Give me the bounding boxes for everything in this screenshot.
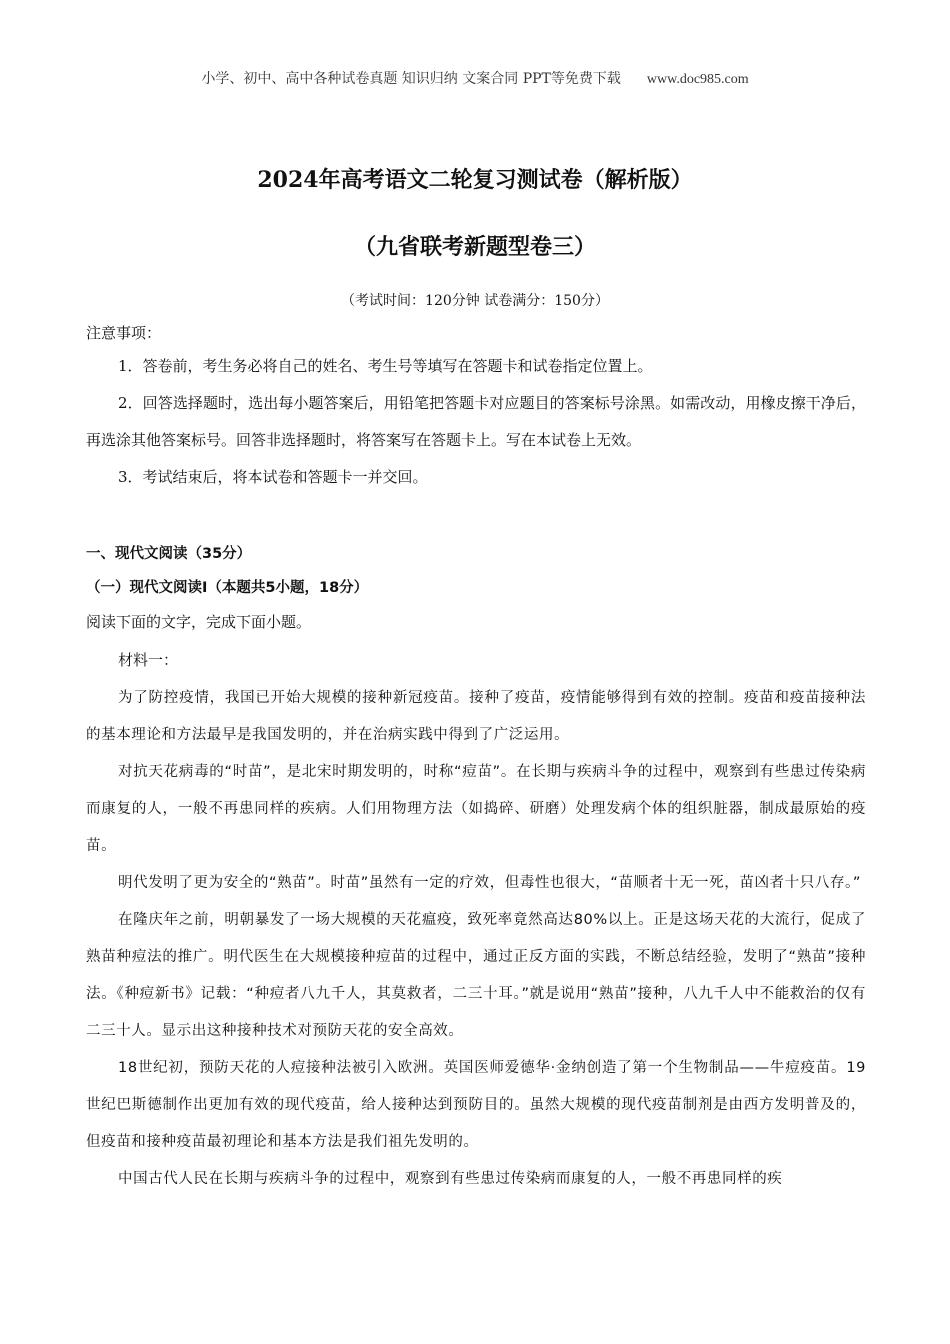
material-paragraph: 对抗天花病毒的“时苗”，是北宋时期发明的，时称“痘苗”。在长期与疾病斗争的过程中，观察到有些患过传染病而康复的人，一般不再患同样的疾病。人们用物理方法（如捣碎、研磨）处理发病个体的组织脏器，制成最原始的疫苗。 — [86, 764, 866, 854]
page-header — [0, 68, 950, 88]
spacer — [86, 496, 866, 537]
header-text: 小学、初中、高中各种试卷真题 知识归纳 文案合同 PPT等免费下载 — [201, 71, 621, 87]
material-paragraph: 中国古代人民在长期与疾病斗争的过程中，观察到有些患过传染病而康复的人，一般不再患同样的疾 — [118, 1171, 783, 1187]
subsection-heading: （一）现代文阅读Ⅰ（本题共5小题，18分） — [86, 580, 369, 596]
exam-info: （考试时间：120分钟 试卷满分：150分） — [341, 293, 609, 309]
notes-heading: 注意事项： — [86, 324, 162, 342]
document-body — [86, 318, 866, 1198]
material-paragraph: 在隆庆年之前，明朝暴发了一场大规模的天花瘟疫，致死率竟然高达80%以上。正是这场天花的大流行，促成了熟苗种痘法的推广。明代医生在大规模接种痘苗的过程中，通过正反方面的实践，不断总结经验，发明了“熟苗”接种法。《种痘新书》记载：“种痘者八九千人，其莫救者，二三十耳。”就是说用“熟苗”接种，八九千人中不能救治的仅有二三十人。显示出这种接种技术对预防天花的安全高效。 — [86, 912, 866, 1039]
note-item: 1．答卷前，考生务必将自己的姓名、考生号等填写在答题卡和试卷指定位置上。 — [118, 357, 653, 375]
reading-instruction: 阅读下面的文字，完成下面小题。 — [86, 613, 312, 631]
document-subtitle: （九省联考新题型卷三） — [353, 234, 596, 260]
section-heading: 一、现代文阅读（35分） — [86, 546, 252, 562]
material-label: 材料一： — [118, 651, 179, 669]
material-paragraph: 明代发明了更为安全的“熟苗”。时苗”虽然有一定的疗效，但毒性也很大，“苗顺者十无一死，苗凶者十只八存。” — [118, 875, 862, 891]
note-item: 2．回答选择题时，选出每小题答案后，用铅笔把答题卡对应题目的答案标号涂黑。如需改动，用橡皮擦干净后，再选涂其他答案标号。回答非选择题时，将答案写在答题卡上。写在本试卷上无效。 — [86, 394, 866, 449]
material-paragraph: 为了防控疫情，我国已开始大规模的接种新冠疫苗。接种了疫苗，疫情能够得到有效的控制。疫苗和疫苗接种法的基本理论和方法最早是我国发明的，并在治病实践中得到了广泛运用。 — [86, 690, 866, 743]
document-title: 2024年高考语文二轮复习测试卷（解析版） — [257, 167, 693, 193]
header-site-link[interactable]: www.doc985.com — [646, 72, 749, 87]
material-paragraph: 18世纪初，预防天花的人痘接种法被引入欧洲。英国医师爱德华·金纳创造了第一个生物制品——牛痘疫苗。19世纪巴斯德制作出更加有效的现代疫苗，给人接种达到预防目的。虽然大规模的现代疫苗制剂是由西方发明普及的，但疫苗和接种疫苗最初理论和基本方法是我们祖先发明的。 — [86, 1060, 866, 1150]
note-item: 3．考试结束后，将本试卷和答题卡一并交回。 — [118, 468, 428, 486]
